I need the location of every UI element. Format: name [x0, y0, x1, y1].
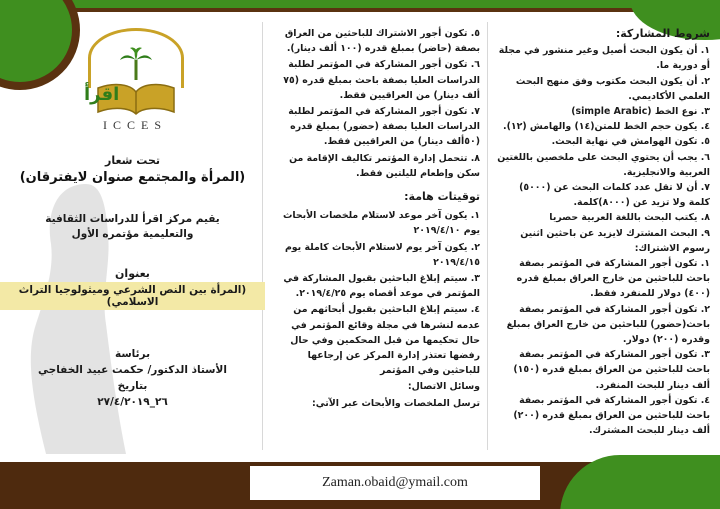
right-panel: [495, 26, 710, 438]
logo-word: اقرأ: [84, 84, 120, 105]
important-dates-title: توقيتات هامة:: [404, 190, 480, 204]
slogan-title: (المرأة والمجتمع صنوان لايفترقان): [19, 170, 246, 185]
condition-item: ٩. البحث المشترك لايزيد عن باحثين اثنين رسوم الاشتراك:: [520, 227, 710, 254]
top-brown-band: [0, 8, 720, 12]
condition-item: ٢. أن يكون البحث مكتوب وفق منهج البحث العلمي الأكاديمي.: [515, 75, 710, 102]
column-divider-left: [262, 22, 263, 450]
condition-item: ٨. يكتب البحث باللغة العربية حصريا: [549, 212, 710, 224]
date-item: ١. يكون آخر موعد لاستلام ملخصات الأبحاث يوم ٢٠١٩/٤/١٠: [282, 210, 480, 237]
organizer-line-2: والتعليمية مؤتمره الأول: [71, 228, 194, 240]
column-divider-right: [487, 22, 488, 450]
contact-email[interactable]: [250, 466, 540, 500]
condition-item: ٦. يجب أن يحتوي البحث على ملخصين باللغتين العربية والانجليزية.: [497, 151, 710, 178]
fee-condition-item: ٣. تكون أجور المشاركة في المؤتمر بصفة باحث للباحثين من العراق بمبلغ قدره (١٥٠) ألف دينار للبحث المنفرد.: [513, 349, 710, 391]
contact-instruction: ترسل الملخصات والأبحاث عبر الآتي:: [311, 397, 480, 409]
condition-item: ٤. يكون حجم الخط للمتن(١٤) والهامش (١٢).: [503, 121, 710, 133]
middle-panel: [270, 26, 480, 412]
date-item: ٤. سيتم إبلاغ الباحثين بقبول أبحاثهم من عدمه لنشرها في مجلة وقائع المؤتمر في حال تحكيمها من قبل المحكمين وفي حال رفضها تعتذر إدارة المركز عن إرجاعها للباحثين وفي المؤتمر: [290, 304, 480, 377]
chair-name: الأستاذ الدكتور/ حكمت عبيد الخفاجي: [38, 364, 227, 376]
titled-label: بعنوان: [115, 267, 150, 280]
conference-title: (المرأة بين النص الشرعي وميثولوجيا التراث الاسلامي): [0, 282, 265, 310]
palm-tree-icon: [118, 46, 154, 82]
cover-panel: [10, 24, 255, 454]
date-item: ٢. يكون آخر يوم لاستلام الأبحاث كاملة يوم ٢٠١٩/٤/١٥: [284, 241, 480, 268]
date-item: ٣. سيتم إبلاغ الباحثين بقبول المشاركة في المؤتمر في موعد أقصاه يوم ٢٠١٩/٤/٢٥.: [283, 273, 480, 300]
fee-condition-item: ١. تكون أجور المشاركة في المؤتمر بصفة باحث للباحثين من خارج العراق بمبلغ قدره (٤٠٠) دولار للمنفرد فقط.: [516, 258, 710, 300]
fee-condition-item: ٤. تكون أجور المشاركة في المؤتمر بصفة باحث للباحثين من العراق بمبلغ قدره (٢٠٠) ألف دينار للبحث المشترك.: [513, 394, 710, 437]
organizer-statement: [10, 212, 255, 242]
fee-item: ٨. تتحمل إدارة المؤتمر تكاليف الإقامة من سكن وإطعام لليلتين فقط.: [289, 152, 480, 179]
email-text[interactable]: Zaman.obaid@ymail.com: [322, 475, 468, 490]
conditions-title: شروط المشاركة:: [615, 27, 710, 40]
date-label: بتاريخ: [117, 380, 148, 392]
top-green-band: [0, 0, 720, 8]
fee-item: ٥. تكون أجور الاشتراك للباحثين من العراق بصفة (حاضر) بمبلغ قدره (١٠٠ ألف دينار).: [284, 28, 480, 55]
fee-condition-item: ٢. تكون أجور المشاركة في المؤتمر بصفة باحث(حضور) للباحثين من خارج العراق بمبلغ وقدره (٢٠٠) دولار.: [506, 303, 710, 346]
chair-label: برئاسة: [114, 348, 151, 360]
condition-item: ١. أن يكون البحث أصيل وغير منشور في مجلة أو دورية ما.: [498, 45, 710, 72]
organizer-line-1: يقيم مركز اقرأ للدراسات الثقافية: [45, 213, 220, 225]
chair-block: [10, 346, 255, 410]
slogan-heading: تحت شعار: [104, 154, 161, 167]
contact-heading: وسائل الاتصال:: [407, 381, 480, 393]
condition-item: ٣. نوع الخط (simple Arabic): [571, 106, 710, 118]
condition-item: ٧. أن لا تقل عدد كلمات البحث عن (٥٠٠٠) كلمة ولا تزيد عن (٨٠٠٠)كلمة.: [519, 182, 710, 209]
logo-letters: ICCES: [102, 118, 167, 132]
fee-item: ٧. تكون أجور المشاركة في المؤتمر لطلبة الدراسات العليا بصفة (حضور) بمبلغ قدره (٥٠ألف دينار) من العراقيين فقط.: [288, 106, 480, 148]
date-range: ٢٦_٢٧/٤/٢٠١٩: [97, 396, 168, 408]
condition-item: ٥. تكون الهوامش في نهاية البحث.: [551, 136, 710, 148]
fee-item: ٦. تكون أجور المشاركة في المؤتمر لطلبة الدراسات العليا بصفة باحث بمبلغ قدره (٧٥ ألف دينار) من العراقيين فقط.: [283, 59, 480, 101]
center-logo: [80, 24, 190, 144]
